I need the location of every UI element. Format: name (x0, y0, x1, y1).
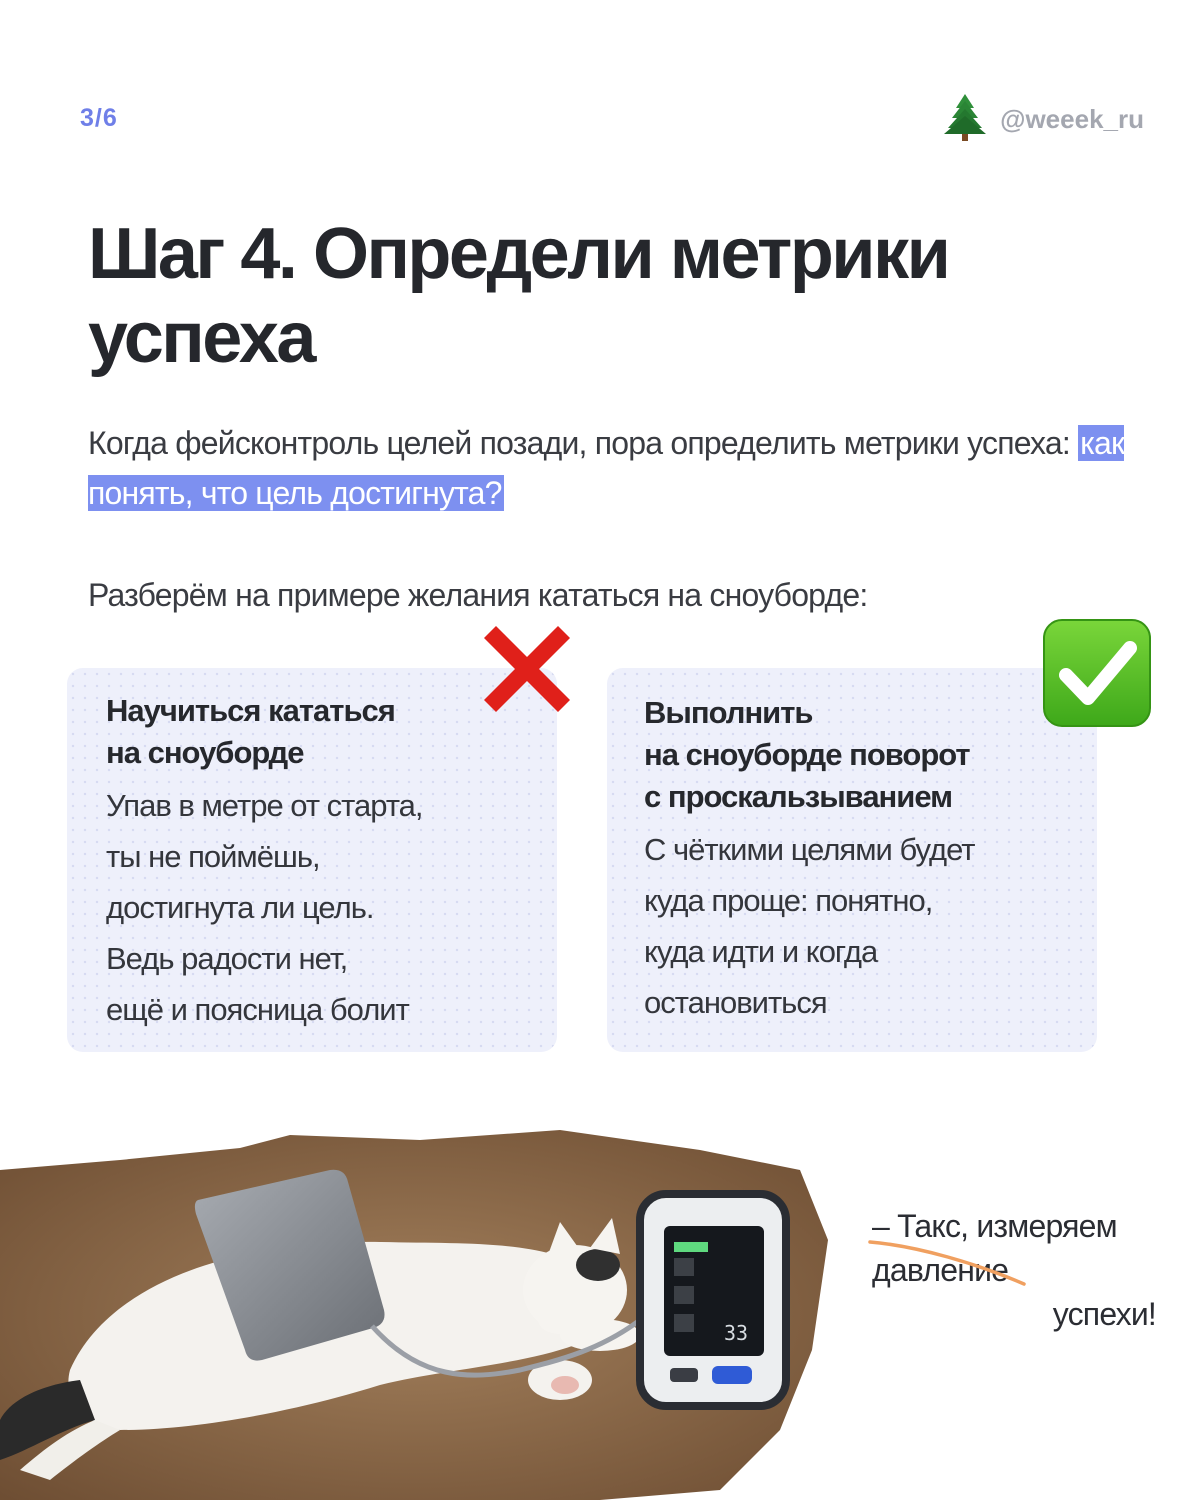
card-body-line: ещё и поясница болит (106, 992, 409, 1027)
example-lead: Разберём на примере желания кататься на сноуборде: (88, 577, 868, 613)
red-cross-icon (478, 620, 576, 718)
strike-line (868, 1232, 1036, 1292)
card-title (106, 690, 537, 774)
card-body-line: куда проще: понятно, (644, 883, 933, 918)
card-right-goal (607, 668, 1097, 1052)
card-body-line: остановиться (644, 985, 827, 1020)
card-body-line: куда идти и когда (644, 934, 878, 969)
card-body-line: Ведь радости нет, (106, 941, 348, 976)
card-body (644, 824, 1077, 1028)
page-title: Шаг 4. Определи метрики успеха (88, 214, 949, 378)
crossed-word-text: давление (872, 1252, 1009, 1288)
intro-paragraph (88, 418, 1168, 518)
card-body-line: ты не поймёшь, (106, 839, 320, 874)
caption-line: – Такс, измеряем (872, 1208, 1117, 1244)
fir-tree-icon (942, 92, 988, 147)
card-body-line: С чёткими целями будет (644, 832, 975, 867)
card-title-line: на сноуборде поворот (644, 737, 970, 772)
caption (872, 1204, 1192, 1336)
crossed-word (872, 1248, 1008, 1292)
card-title-line: Выполнить (644, 695, 813, 730)
card-title-line: на сноуборде (106, 735, 304, 770)
brand[interactable] (942, 92, 1144, 147)
monitor-reading: 33 (724, 1321, 749, 1345)
card-body-line: достигнута ли цель. (106, 890, 374, 925)
card-body (106, 780, 537, 1035)
intro-highlight: как понять, что цель достигнута? (88, 425, 1125, 511)
card-title (644, 692, 1077, 818)
intro-text: Когда фейсконтроль целей позади, пора определить метрики успеха: (88, 425, 1070, 461)
card-title-line: с проскальзыванием (644, 779, 953, 814)
green-check-icon (1042, 618, 1152, 728)
page-counter: 3/6 (80, 104, 118, 132)
card-body-line: Упав в метре от старта, (106, 788, 423, 823)
card-title-line: Научиться кататься (106, 693, 395, 728)
replacement-word: успехи! (1052, 1296, 1156, 1332)
card-wrong-goal (67, 668, 557, 1052)
cat-photo (0, 1130, 830, 1500)
brand-handle[interactable]: @weeek_ru (1000, 104, 1144, 134)
